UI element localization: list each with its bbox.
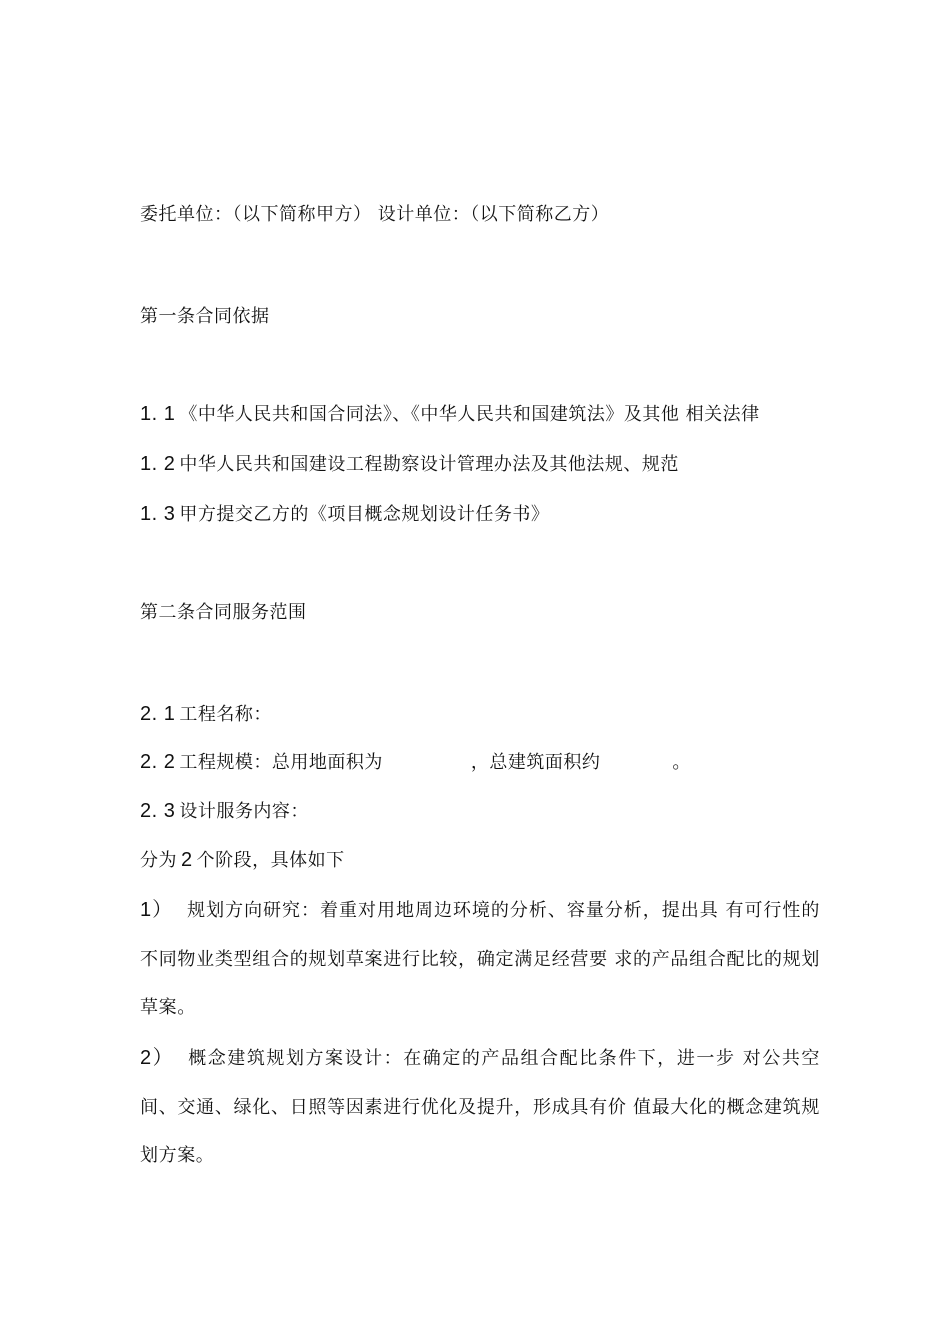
stage-text: 规划方向研究：着重对用地周边环境的分析、容量分析，提出具 有可行性的不同物业类型组合的规划草案进行比较，确定满足经营要 求的产品组合配比的规划草案。 [140, 900, 820, 1018]
clause-text: 《中华人民共和国合同法》、《中华人民共和国建筑法》及其他 相关法律 [179, 404, 760, 425]
clause-text: 中华人民共和国建设工程勘察设计管理办法及其他法规、规范 [179, 454, 679, 475]
clause-text-c: 。 [672, 752, 691, 773]
clause-2-2 [140, 750, 691, 775]
clause-1-1 [140, 402, 760, 427]
stages-suffix: 个阶段，具体如下 [196, 850, 345, 871]
stages-count: 2 [181, 849, 193, 871]
clause-text: 甲方提交乙方的《项目概念规划设计任务书》 [179, 504, 550, 525]
clause-text-a: 工程规模：总用地面积为 [179, 752, 383, 773]
clause-number: 2. 3 [140, 800, 176, 822]
clause-number: 2. 2 [140, 751, 176, 773]
clause-1-3 [140, 502, 549, 527]
stage-number: 1） [140, 899, 174, 921]
stage-number: 2） [140, 1047, 175, 1069]
clause-number: 1. 2 [140, 453, 176, 475]
article-1-title: 第一条合同依据 [140, 306, 270, 327]
clause-2-1 [140, 702, 272, 727]
clause-2-3 [140, 799, 309, 824]
stage-2-paragraph [140, 1034, 820, 1181]
article-2-title: 第二条合同服务范围 [140, 602, 307, 623]
stages-prefix: 分为 [140, 850, 177, 871]
parties-line: 委托单位：（以下简称甲方） 设计单位：（以下简称乙方） [140, 204, 610, 225]
clause-text-b: ，总建筑面积约 [470, 752, 601, 773]
stage-text: 概念建筑规划方案设计：在确定的产品组合配比条件下，进一步 对公共空间、交通、绿化、日照等因素进行优化及提升，形成具有价 值最大化的概念建筑规划方案。 [140, 1048, 820, 1166]
stage-1-paragraph [140, 886, 820, 1033]
clause-1-2 [140, 452, 679, 477]
clause-number: 1. 1 [140, 403, 176, 425]
clause-text: 设计服务内容： [179, 801, 309, 822]
clause-number: 2. 1 [140, 703, 176, 725]
clause-number: 1. 3 [140, 503, 176, 525]
stages-intro [140, 848, 345, 873]
clause-text: 工程名称： [179, 704, 272, 725]
